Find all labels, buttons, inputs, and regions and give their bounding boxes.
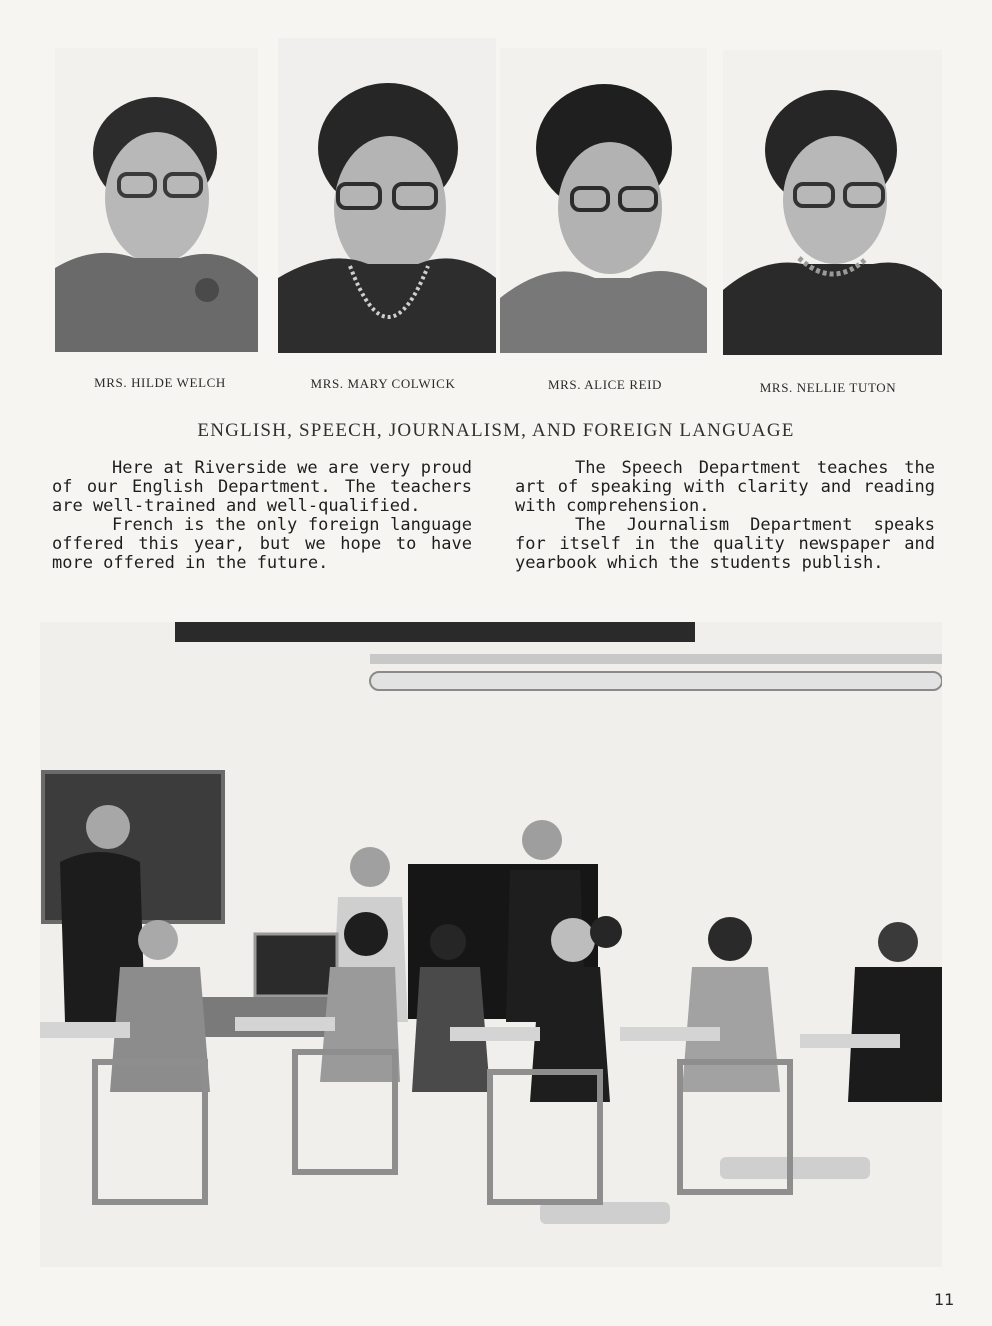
portrait-caption-reid: MRS. ALICE REID	[547, 377, 663, 392]
body-column-right	[515, 459, 935, 573]
page-number: 11	[934, 1290, 955, 1309]
classroom-photo	[40, 622, 942, 1267]
body-paragraph: Here at Riverside we are very proud of our English Department. The teachers are well-trained and well-qualified.	[52, 458, 472, 516]
portrait-photo-tuton	[723, 50, 942, 355]
portrait-figure	[500, 48, 707, 353]
portrait-figure	[723, 50, 942, 355]
portrait-figure	[278, 38, 496, 353]
portrait-photo-reid	[500, 48, 707, 353]
body-paragraph: French is the only foreign language offered this year, but we hope to have more offered in the future.	[52, 515, 472, 573]
portrait-photo-welch	[55, 48, 258, 352]
portrait-caption-tuton: MRS. NELLIE TUTON	[759, 380, 897, 395]
classroom-scene	[40, 622, 942, 1267]
body-paragraph: The Speech Department teaches the art of speaking with clarity and reading with comprehension.	[515, 458, 935, 516]
portrait-caption-welch: MRS. HILDE WELCH	[94, 375, 226, 390]
body-column-left	[52, 459, 472, 573]
body-paragraph: The Journalism Department speaks for itself in the quality newspaper and yearbook which the students publish.	[515, 515, 935, 573]
portrait-figure	[55, 48, 258, 352]
portrait-photo-colwick	[278, 38, 496, 353]
section-heading: ENGLISH, SPEECH, JOURNALISM, AND FOREIGN LANGUAGE	[197, 420, 795, 441]
portrait-caption-colwick: MRS. MARY COLWICK	[310, 376, 456, 391]
